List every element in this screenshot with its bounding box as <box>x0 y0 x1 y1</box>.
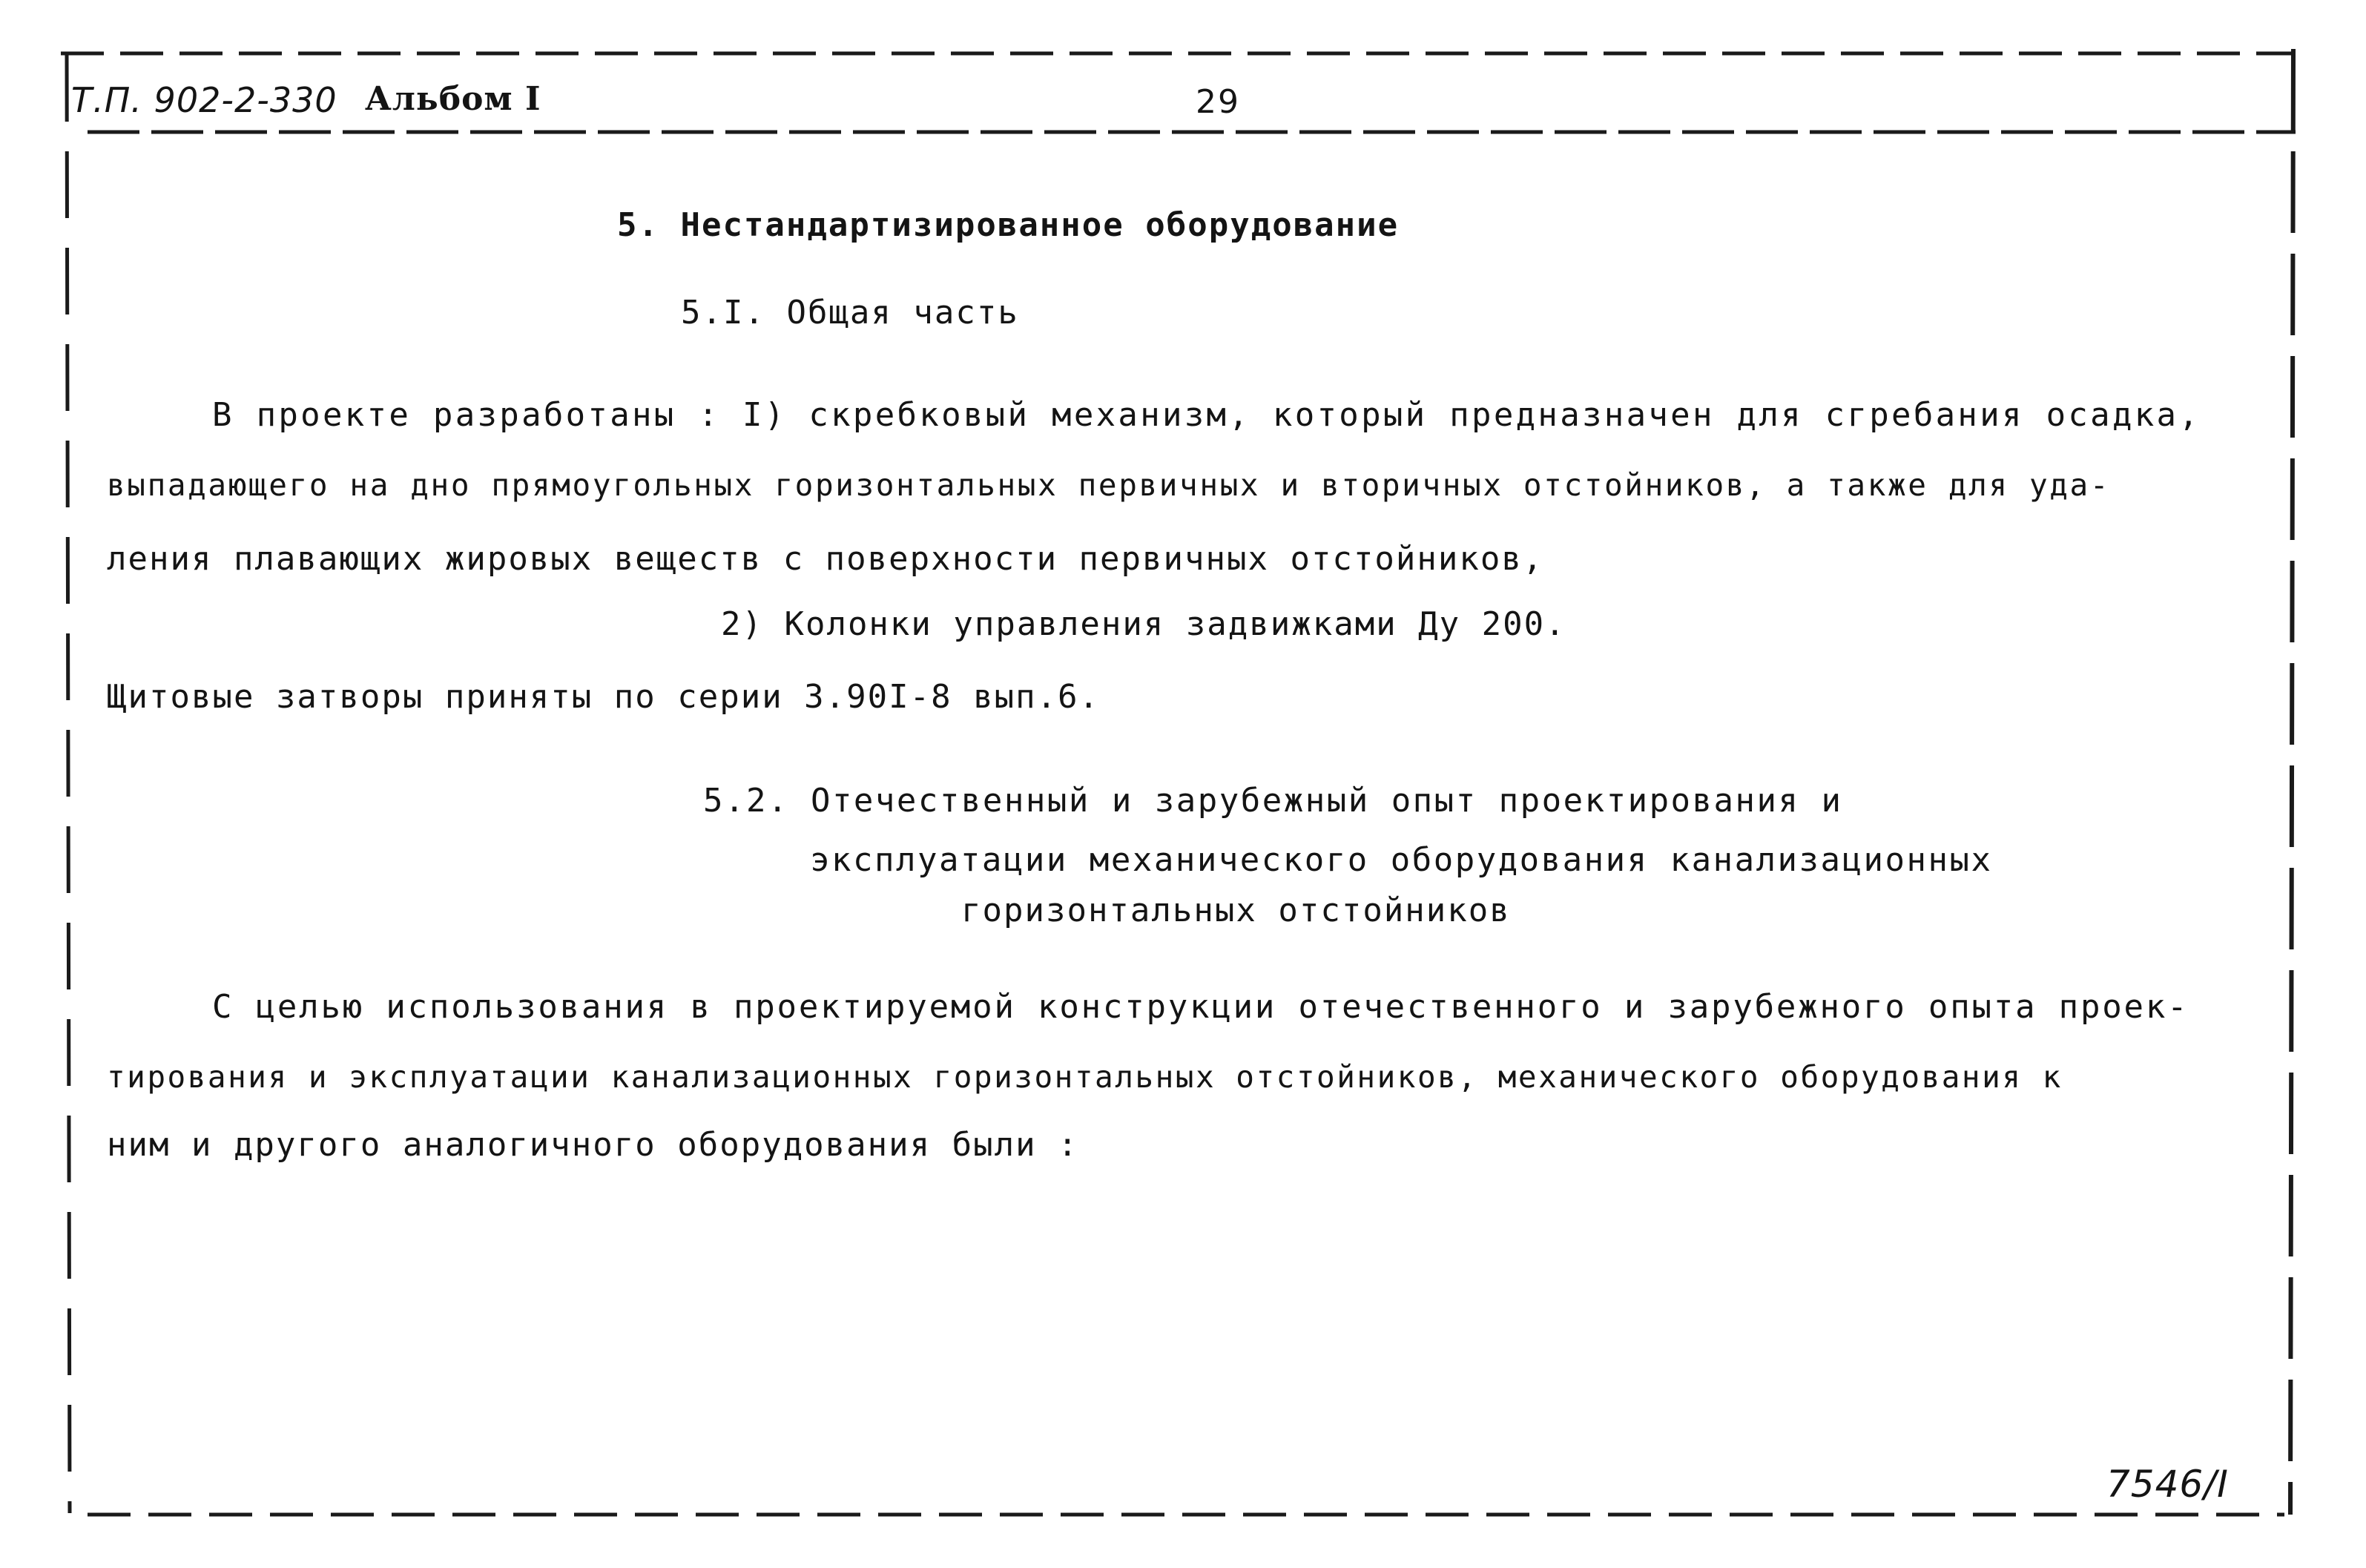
subsection-title-experience: 5.2. Отечественный и зарубежный опыт проектирования и <box>703 782 1843 820</box>
doc-code: Т.П. 902-2-330 <box>71 80 337 120</box>
subsection-title-general: 5.I. Общая часть <box>681 294 1019 332</box>
section-title: 5. Нестандартизированное оборудование <box>617 206 1400 244</box>
paragraph-line: выпадающего на дно прямоугольных горизонтальных первичных и вторичных отстойников, а также для уда- <box>107 467 2111 503</box>
page-number: 29 <box>1196 83 1240 121</box>
paragraph-line: ления плавающих жировых веществ с поверхности первичных отстойников, <box>107 540 1544 578</box>
paragraph-line: тирования и эксплуатации канализационных горизонтальных отстойников, механического оборудования к <box>107 1059 2063 1095</box>
paragraph-line: ним и другого аналогичного оборудования были : <box>107 1126 1079 1164</box>
paragraph-line: 2) Колонки управления задвижками Ду 200. <box>721 605 1566 643</box>
paragraph-line: Щитовые затворы приняты по серии 3.90I-8 вып.6. <box>107 678 1101 716</box>
album-label: Альбом I <box>365 80 541 118</box>
frame-right-border <box>2290 49 2293 1515</box>
subsection-title-experience-line2: эксплуатации механического оборудования канализационных <box>810 841 1993 879</box>
subsection-title-experience-line3: горизонтальных отстойников <box>961 892 1511 929</box>
paragraph-line: В проекте разработаны : I) скребковый механизм, который предназначен для сгребания осадка, <box>212 396 2201 434</box>
frame-left-border <box>67 55 70 1513</box>
paragraph-line: С целью использования в проектируемой конструкции отечественного и зарубежного опыта проек- <box>212 988 2189 1026</box>
sheet-code: 7546/I <box>2106 1463 2229 1506</box>
